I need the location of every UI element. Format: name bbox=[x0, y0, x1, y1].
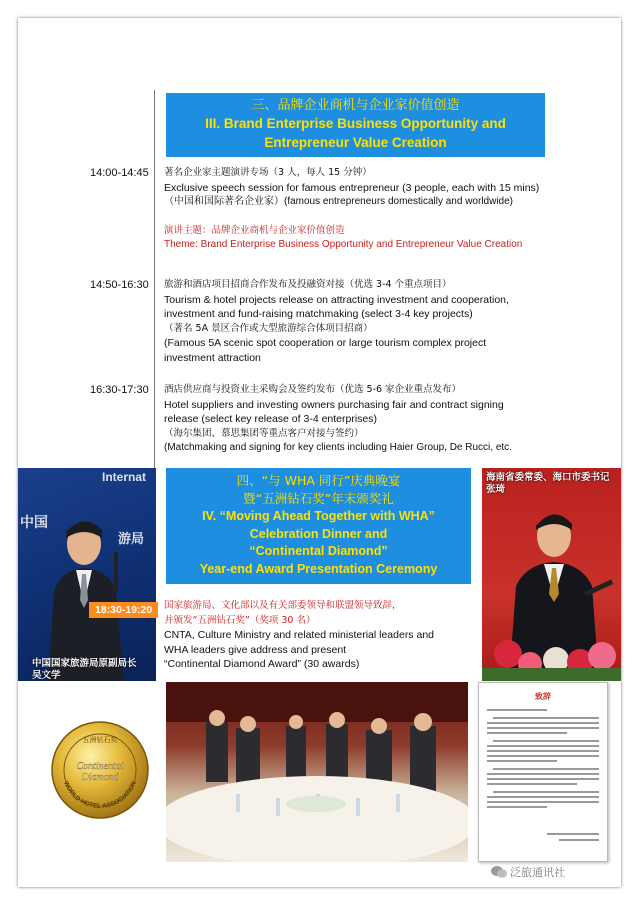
section3-banner bbox=[166, 93, 545, 157]
desc-line: “Continental Diamond Award” (30 awards) bbox=[164, 658, 360, 670]
wechat-icon bbox=[491, 865, 507, 879]
section4-title-en-2: Celebration Dinner and bbox=[249, 526, 388, 541]
dinner-photo bbox=[166, 682, 468, 862]
caption-line: 吴文学 bbox=[32, 670, 61, 681]
program-page bbox=[18, 18, 621, 887]
session-line: 酒店供应商与投资业主采购会及签约发布（优选 5-6 家企业重点发布） bbox=[164, 384, 462, 395]
session-line: investment and fund-raising matchmaking (select 3-4 key projects) bbox=[164, 308, 473, 320]
session-time: 16:30-17:30 bbox=[90, 384, 149, 396]
watermark bbox=[491, 864, 565, 880]
section3-title-en-1: III. Brand Enterprise Business Opportunity and bbox=[205, 116, 506, 131]
section4-banner bbox=[166, 468, 471, 584]
medal-center-text-2: Diamond bbox=[81, 772, 119, 783]
session-line: (Matchmaking and signing for key clients including Haier Group, De Rucci, etc. bbox=[164, 442, 512, 453]
session-line: (Famous 5A scenic spot cooperation or large tourism complex project bbox=[164, 337, 487, 349]
section4-title-en-1: IV. “Moving Ahead Together with WHA” bbox=[202, 509, 435, 523]
session-time: 14:50-16:30 bbox=[90, 279, 149, 291]
continental-diamond-medal bbox=[50, 720, 150, 820]
session-line: Tourism & hotel projects release on attracting investment and cooperation, bbox=[164, 293, 509, 306]
session-line: release (select key release of 3-4 enterprises) bbox=[164, 413, 378, 425]
session-line: investment attraction bbox=[164, 351, 261, 364]
timeline-divider bbox=[154, 90, 155, 474]
caption-line: 中国国家旅游局原副局长 bbox=[32, 658, 137, 669]
desc-line: CNTA, Culture Ministry and related ministerial leaders and bbox=[164, 629, 434, 641]
speaker-figure-icon bbox=[40, 504, 130, 681]
section3-title-cn: 三、品牌企业商机与企业家价值创造 bbox=[251, 98, 460, 113]
section3-title-en-2: Entrepreneur Value Creation bbox=[264, 135, 447, 150]
medal-center-text-1: Continental bbox=[76, 761, 124, 772]
medal-ring-text: WORLD HOTEL ASSOCIATION bbox=[62, 780, 138, 811]
speech-letter bbox=[478, 682, 608, 862]
session-line: 著名企业家主题演讲专场（3 人，每人 15 分钟） bbox=[164, 167, 372, 178]
section4-title-cn-2: 暨“五洲钻石奖”年末颁奖礼 bbox=[243, 491, 394, 506]
desc-line: WHA leaders give address and present bbox=[164, 643, 347, 656]
backdrop-text: Internat bbox=[102, 470, 147, 484]
session-theme-en: Theme: Brand Enterprise Business Opportunity and Entrepreneur Value Creation bbox=[164, 239, 523, 250]
watermark-text: 泛旅通讯社 bbox=[510, 866, 565, 879]
session-line: Exclusive speech session for famous entrepreneur (3 people, each with 15 mins) bbox=[164, 181, 540, 194]
section4-title-en-4: Year-end Award Presentation Ceremony bbox=[199, 561, 438, 576]
section4-title-en-3: “Continental Diamond” bbox=[249, 544, 388, 558]
session-line: （中国和国际著名企业家）(famous entrepreneurs domestically and worldwide) bbox=[164, 196, 513, 207]
session-details bbox=[164, 278, 604, 365]
photo-caption bbox=[486, 472, 610, 496]
photo-caption bbox=[32, 658, 137, 681]
banquet-scene-icon bbox=[166, 682, 468, 862]
section4-description bbox=[164, 599, 464, 672]
session-line: （著名 5A 景区合作或大型旅游综合体项目招商） bbox=[164, 322, 373, 334]
speaker-photo-left bbox=[18, 468, 156, 681]
session-details bbox=[164, 166, 604, 253]
medal-top-text: 五洲钻石奖 bbox=[82, 736, 118, 744]
session-line: Hotel suppliers and investing owners purchasing fair and contract signing bbox=[164, 398, 504, 411]
session-time: 14:00-14:45 bbox=[90, 167, 149, 179]
desc-line: 并颁发“五洲钻石奖”（奖项 30 名） bbox=[164, 614, 316, 626]
section4-time-badge: 18:30-19:20 bbox=[89, 602, 158, 618]
backdrop-text: 中国 bbox=[20, 515, 48, 531]
section4-title-cn-1: 四、“与 WHA 同行”庆典晚宴 bbox=[236, 473, 401, 488]
desc-line: 国家旅游局、文化部以及有关部委领导和联盟领导致辞， bbox=[164, 600, 402, 611]
session-theme-cn: 演讲主题：品牌企业商机与企业家价值创造 bbox=[164, 224, 345, 236]
letter-title: 致辞 bbox=[535, 692, 551, 701]
session-line: （海尔集团、慕思集团等重点客户对接与签约） bbox=[164, 427, 364, 439]
session-details bbox=[164, 383, 604, 456]
speaker-photo-right bbox=[482, 468, 621, 681]
caption-line: 海南省委常委、海口市委书记 bbox=[486, 472, 610, 483]
session-line: 旅游和酒店项目招商合作发布及投融资对接（优选 3-4 个重点项目） bbox=[164, 279, 452, 290]
backdrop-text: 游局 bbox=[118, 532, 145, 547]
letter-text-lines bbox=[487, 709, 599, 849]
official-figure-icon bbox=[482, 468, 621, 681]
caption-line: 张琦 bbox=[486, 484, 506, 495]
